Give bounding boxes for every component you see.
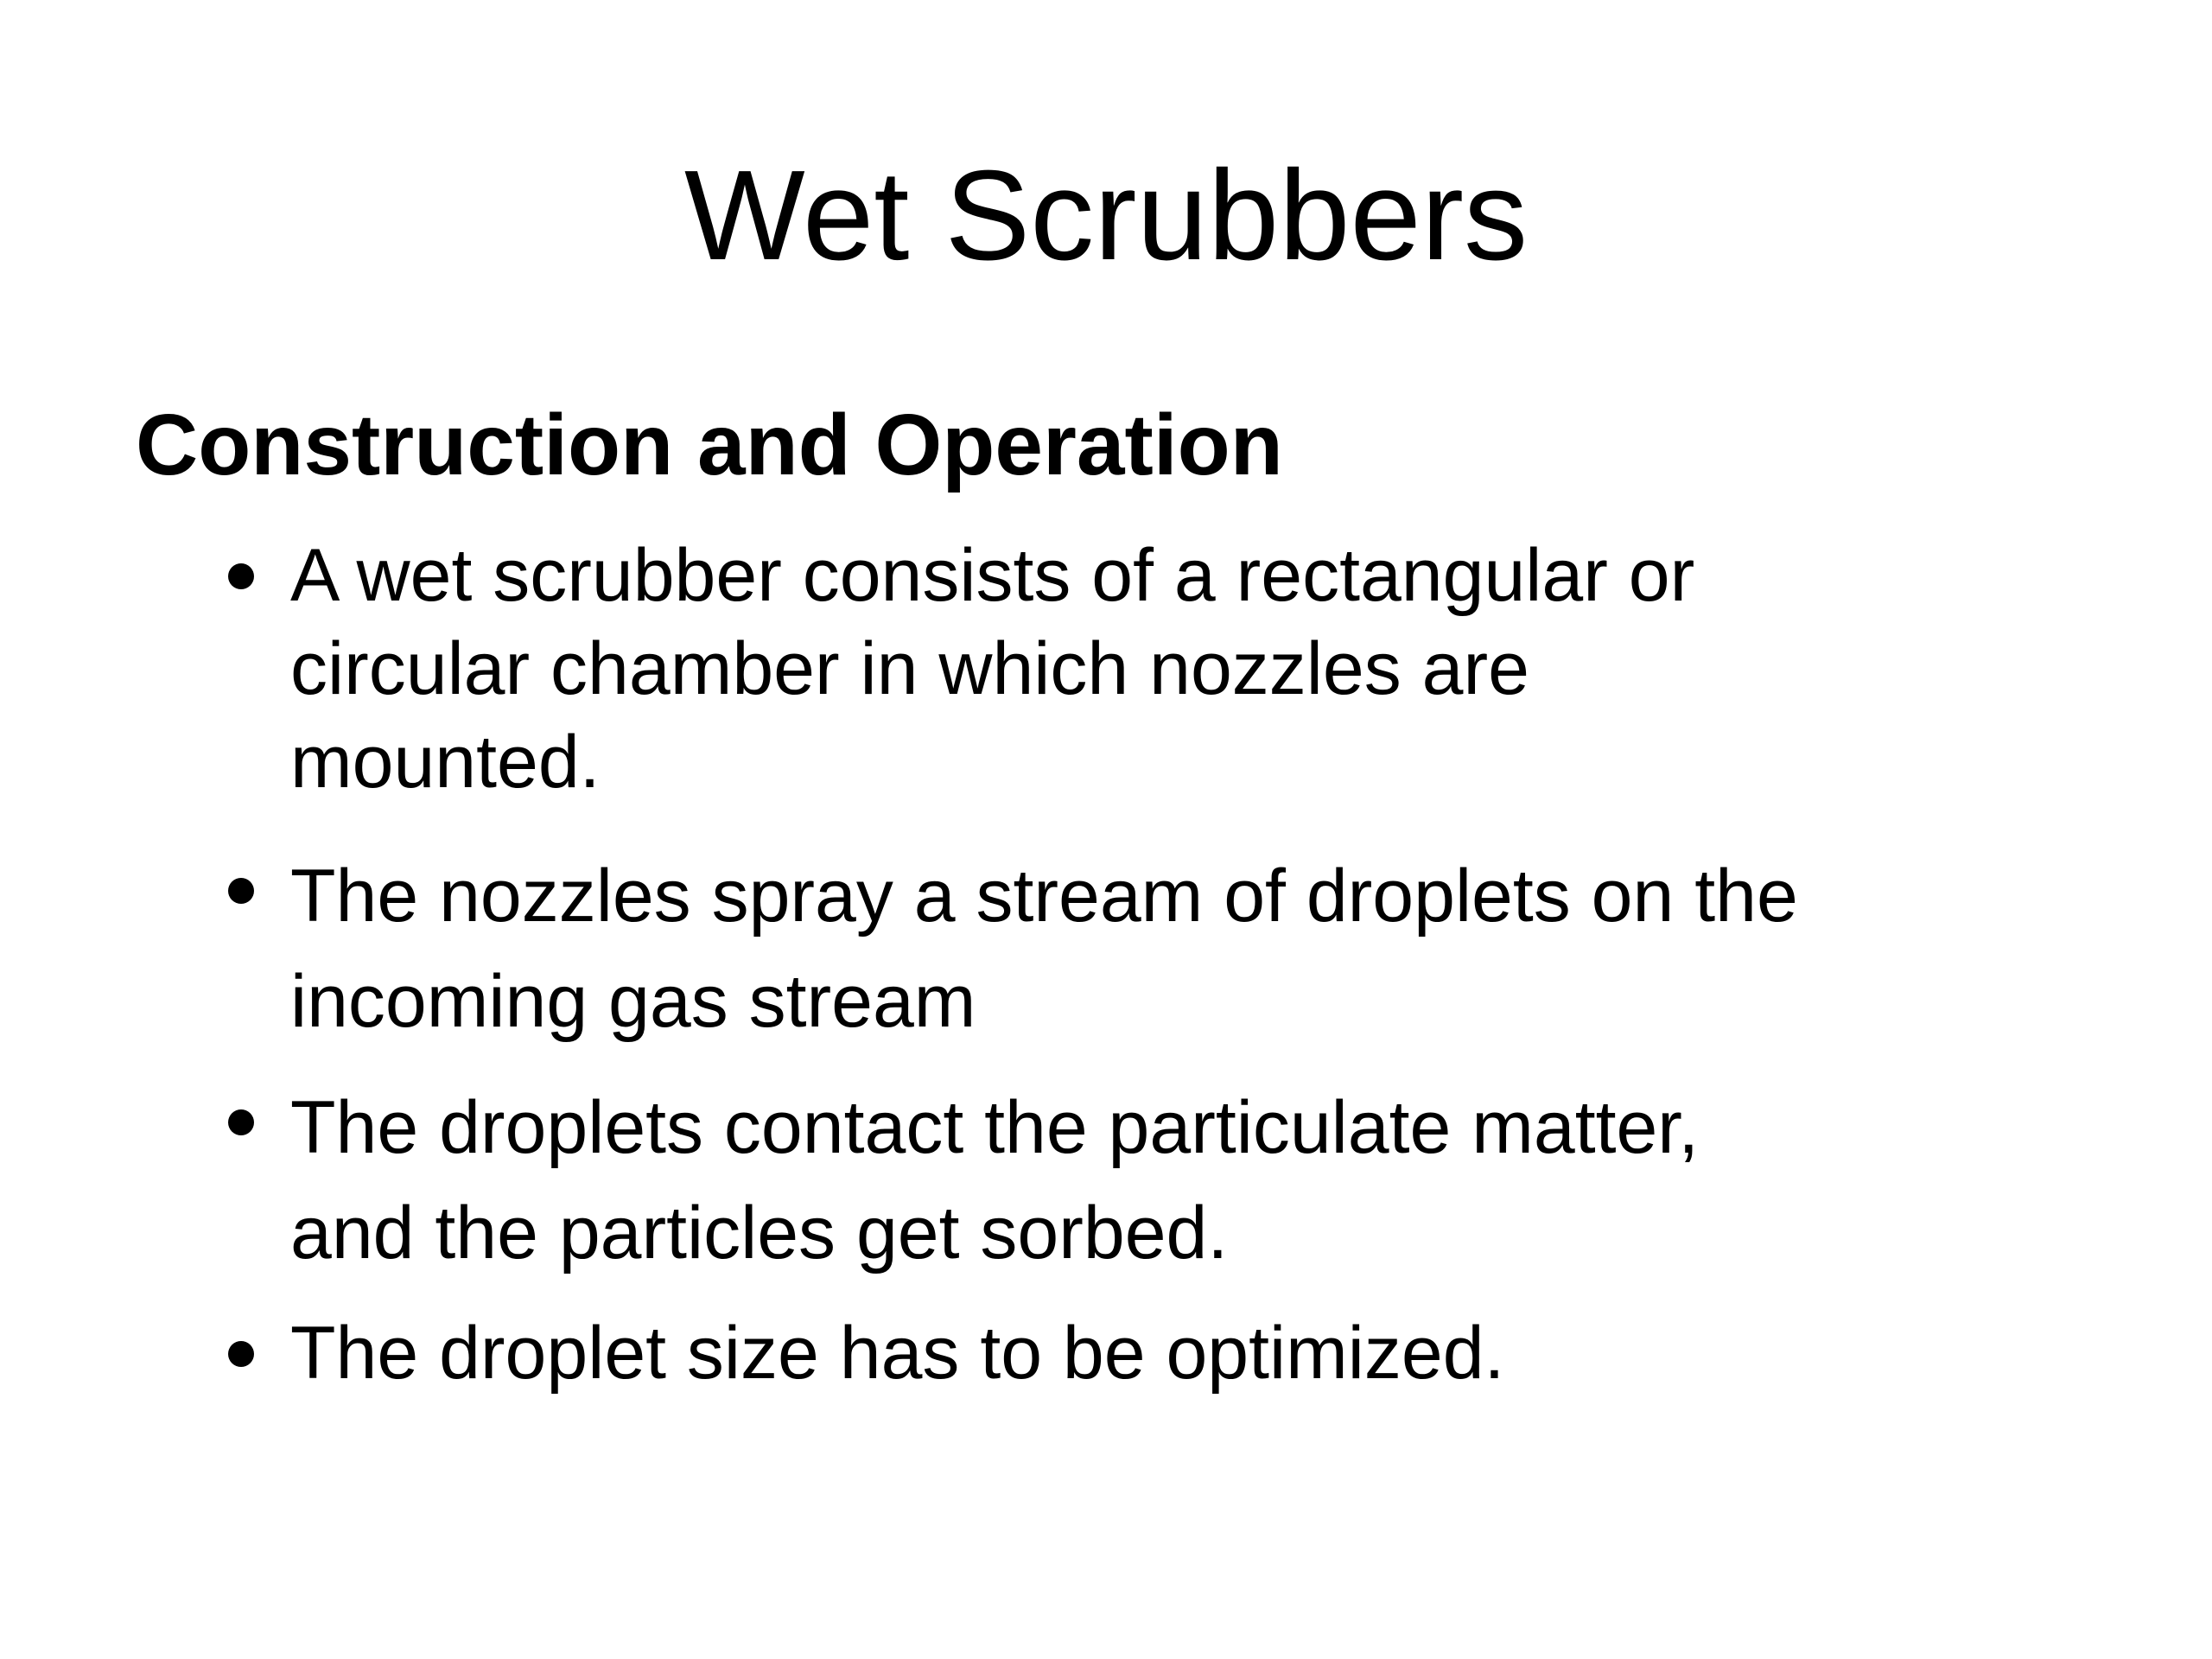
bullet-item: [290, 529, 2018, 809]
bullet-item: [290, 843, 2018, 1054]
bullet-line: mounted.: [290, 721, 601, 804]
bullet-line: The nozzles spray a stream of droplets on the: [290, 855, 1798, 938]
bullet-item: [290, 1075, 2018, 1286]
bullet-line: circular chamber in which nozzles are: [290, 627, 1529, 710]
bullet-line: incoming gas stream: [290, 960, 976, 1043]
bullet-line: and the particles get sorbed.: [290, 1192, 1229, 1274]
slide-title: Wet Scrubbers: [683, 144, 1529, 287]
slide-subtitle: Construction and Operation: [136, 397, 1283, 493]
bullet-dot-icon: [228, 1341, 254, 1367]
bullet-line: A wet scrubber consists of a rectangular or: [290, 534, 1695, 617]
bullet-dot-icon: [228, 878, 254, 904]
bullet-dot-icon: [228, 563, 254, 589]
bullet-line: The droplets contact the particulate matter,: [290, 1086, 1700, 1169]
bullet-item: [290, 1306, 2018, 1400]
bullet-line: The droplet size has to be optimized.: [290, 1312, 1505, 1395]
bullet-dot-icon: [228, 1109, 254, 1135]
